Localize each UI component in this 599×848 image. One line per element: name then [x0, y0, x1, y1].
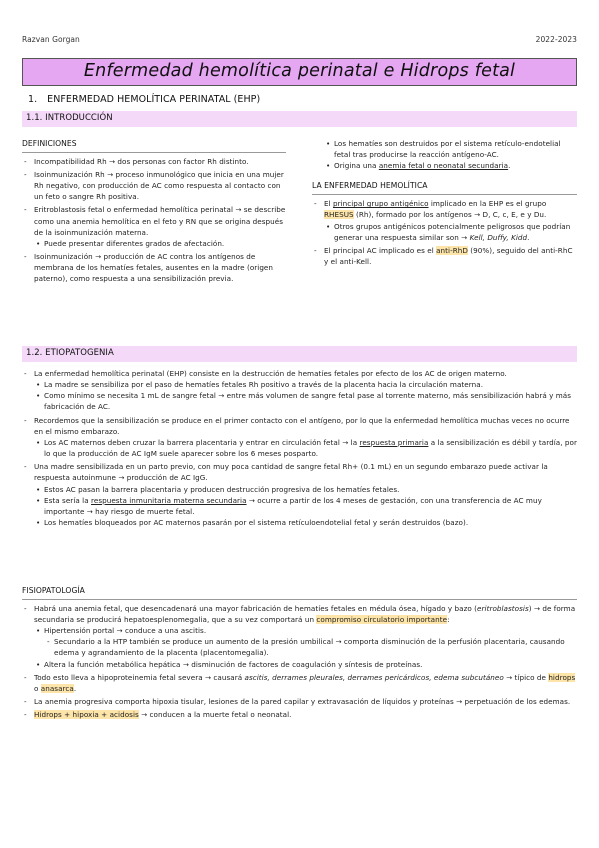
subsection-band-etiopatogenia	[22, 346, 577, 362]
text: a la sensibilización es débil y tardía, por lo que la producción de AC IgM suele aparecer sobre los 6 meses posparto.	[44, 437, 577, 459]
subsection-title: 1.1. INTRODUCCIÓN	[26, 113, 113, 124]
list-item: • La madre se sensibiliza por el paso de hematíes fetales Rh positivo a través de la placenta hacia la circulación materna.	[22, 379, 577, 390]
text: (Rh), formado por los antígenos → D, C, c, E, e y Du.	[353, 210, 547, 220]
text: (90%), seguido del anti-RhC y el anti-Kell.	[324, 245, 573, 267]
year: 2022-2023	[535, 35, 577, 44]
left-column	[22, 138, 286, 286]
text: → típico de	[503, 672, 549, 682]
list-item: • Estos AC pasan la barrera placentaria y producen destrucción progresiva de los hematíes fetales.	[22, 484, 577, 495]
title-box	[22, 58, 577, 86]
list-item: • Los hematíes son destruidos por el sistema retículo-endotelial fetal tras producirse la reacción antígeno-AC.	[312, 138, 577, 160]
list-item: • Altera la función metabólica hepática → disminución de factores de coagulación y síntesis de proteínas.	[22, 659, 577, 670]
italic-text: ascitis, derrames pleurales, derrames pericárdicos, edema subcutáneo	[244, 672, 504, 682]
text: ) → de forma secundaria se producirá hepatoesplenomegalia, que a su vez comportará un	[34, 603, 576, 624]
text: .	[508, 161, 511, 171]
list-item: - Secundario a la HTP también se produce un aumento de la presión umbilical → comporta disminución de la perfusión placentaria, causando edema y agrandamiento de la placenta (placentomegalia).	[22, 636, 577, 658]
list-item: - Isoinmunización → producción de AC contra los antígenos de membrana de los hematíes fetales, ausentes en la madre (origen paterno), como respuesta a una sensibilización previa.	[22, 251, 286, 284]
highlight: compromiso circulatorio importante	[316, 614, 448, 624]
definiciones-heading: DEFINICIONES	[22, 138, 286, 153]
underlined-text: respuesta primaria	[359, 437, 429, 447]
list-item: - Recordemos que la sensibilización se produce en el primer contacto con el antígeno, por lo que la enfermedad hemolítica muchas veces no ocurre en el mismo embarazo.	[22, 415, 577, 437]
enfermedad-hemolitica-heading: LA ENFERMEDAD HEMOLÍTICA	[312, 180, 577, 195]
list-item: - La anemia progresiva comporta hipoxia tisular, lesiones de la pared capilar y extravasación de líquidos y proteínas → perpetuación de los edemas.	[22, 696, 577, 707]
text: :	[447, 614, 450, 624]
text: → ocurre a partir de los 4 meses de gestación, con una transferencia de AC muy importante → hay riesgo de muerte fetal.	[44, 495, 542, 516]
fisiopatologia-section	[22, 585, 577, 722]
section-heading	[22, 93, 577, 112]
right-bullets	[312, 138, 577, 171]
right-column	[312, 138, 577, 269]
text: Esta sería la	[44, 495, 91, 505]
list-item	[312, 160, 577, 171]
list-item: • Hipertensión portal → conduce a una ascitis.	[22, 625, 577, 636]
underlined-text: anemia fetal o neonatal secundaria	[378, 161, 509, 171]
underlined-text: respuesta inmunitaria materna secundaria	[91, 495, 247, 505]
subsection-band-intro	[22, 111, 577, 127]
list-item: - Una madre sensibilizada en un parto previo, con muy poca cantidad de sangre fetal Rh+ (0.1 mL) en un segundo embarazo puede activar la respuesta autoinmune → producción de AC IgG.	[22, 461, 577, 483]
text: Los AC maternos deben cruzar la barrera placentaria y entrar en circulación fetal → la	[44, 437, 360, 447]
list-item	[312, 245, 577, 267]
section-title: ENFERMEDAD HEMOLÍTICA PERINATAL (EHP)	[47, 94, 261, 105]
list-item: • Puede presentar diferentes grados de afectación.	[22, 238, 286, 249]
page-title: Enfermedad hemolítica perinatal e Hidrops fetal	[83, 61, 516, 82]
list-item: - Isoinmunización Rh → proceso inmunológico que inicia en una mujer Rh negativo, con producción de AC como respuesta al contacto con un feto o sangre Rh positiva.	[22, 169, 286, 202]
list-item: - Incompatibilidad Rh → dos personas con factor Rh distinto.	[22, 156, 286, 167]
definiciones-list	[22, 156, 286, 285]
text: .	[73, 683, 77, 693]
highlight: anti-RhD	[436, 245, 468, 255]
highlight: RHESUS	[324, 210, 354, 220]
list-item	[22, 437, 577, 459]
eh-list	[312, 198, 577, 267]
italic-text: eritroblastosis	[477, 603, 529, 613]
text: Habrá una anemia fetal, que desencadenará una mayor fabricación de hematíes fetales en médula ósea, hígado y bazo (	[34, 603, 478, 613]
text: Todo esto lleva a hipoproteinemia fetal severa → causará	[34, 672, 245, 682]
highlight: hidrops	[548, 672, 576, 682]
list-item: - Eritroblastosis fetal o enfermedad hemolítica perinatal → se describe como una anemia hemolítica en el feto y RN que se origina después de la isoinmunización materna.	[22, 204, 286, 237]
italic-text: Kell, Duffy, Kidd	[469, 232, 528, 242]
page-header	[22, 34, 577, 46]
list-item: • Los hematíes bloqueados por AC maternos pasarán por el sistema retículoendotelial fetal y serán destruidos (bazo).	[22, 517, 577, 528]
list-item	[22, 709, 577, 720]
text: Origina una	[334, 161, 379, 171]
underlined-text: principal grupo antigénico	[332, 199, 429, 209]
text: implicado en la EHP es el grupo	[428, 199, 547, 209]
text: El	[324, 199, 333, 209]
text: o	[34, 683, 41, 693]
list-item	[312, 221, 577, 243]
list-item: - La enfermedad hemolítica perinatal (EHP) consiste en la destrucción de hematíes fetales por efecto de los AC de origen materno.	[22, 368, 577, 379]
section-number: 1.	[28, 94, 38, 105]
list-item	[22, 495, 577, 517]
fisiopatologia-heading: FISIOPATOLOGÍA	[22, 585, 577, 600]
author: Razvan Gorgan	[22, 35, 80, 44]
subsection-title: 1.2. ETIOPATOGENIA	[26, 348, 114, 359]
highlight: anasarca	[40, 683, 74, 693]
text: El principal AC implicado es el	[324, 245, 437, 255]
list-item	[312, 198, 577, 220]
list-item: • Como mínimo se necesita 1 mL de sangre fetal → entre más volumen de sangre fetal pase al torrente materno, más sensibilización habrá y más fabricación de AC.	[22, 390, 577, 412]
fisio-list	[22, 603, 577, 721]
text: Otros grupos antigénicos potencialmente peligrosos que podrían generar una respuesta similar son →	[334, 221, 571, 242]
highlight: Hidrops + hipoxia + acidosis	[34, 710, 139, 720]
text: → conducen a la muerte fetal o neonatal.	[138, 710, 292, 720]
text: .	[527, 232, 530, 242]
list-item	[22, 603, 577, 625]
etiopatogenia-section	[22, 368, 577, 528]
etio-list	[22, 368, 577, 528]
list-item	[22, 672, 577, 694]
